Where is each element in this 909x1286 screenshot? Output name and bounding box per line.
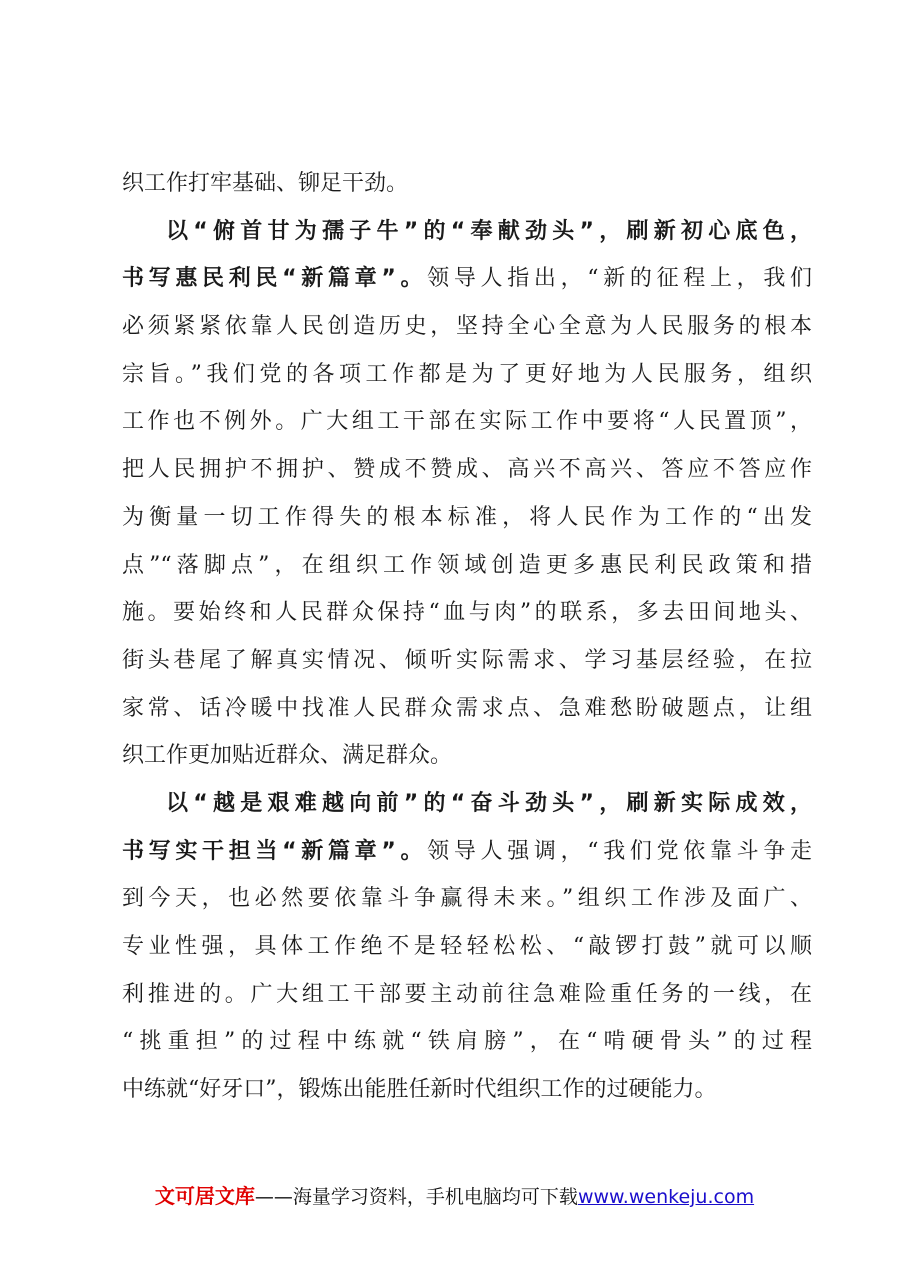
paragraph-line: 街头巷尾了解真实情况、倾听实际需求、学习基层经验，在拉 (122, 647, 812, 673)
section-heading: 以“俯首甘为孺子牛”的“奉献劲头”，刷新初心底色， (166, 218, 812, 244)
document-body (122, 160, 812, 1114)
footer-tagline: ——海量学习资料，手机电脑均可下载 (254, 1186, 578, 1208)
paragraph-line: 织工作打牢基础、铆足干劲。 (122, 171, 409, 196)
paragraph-line: 利推进的。广大组工干部要主动前往急难险重任务的一线，在 (122, 981, 812, 1007)
paragraph-text: 领导人强调，“我们党依靠斗争走 (427, 838, 812, 864)
paragraph-line (122, 255, 812, 303)
paragraph-line: 为衡量一切工作得失的根本标准，将人民作为工作的“出发 (122, 504, 812, 530)
paragraph-line (122, 828, 812, 876)
page-footer (0, 1180, 909, 1209)
paragraph-text: 领导人指出，“新的征程上，我们 (427, 266, 812, 292)
paragraph-line: 到今天，也必然要依靠斗争赢得未来。”组织工作涉及面广、 (122, 886, 812, 912)
paragraph-line: 宗旨。”我们党的各项工作都是为了更好地为人民服务，组织 (122, 361, 812, 387)
footer-brand: 文可居文库 (154, 1184, 255, 1208)
section-heading-tail: 书写实干担当“新篇章”。 (122, 838, 428, 864)
paragraph-line: 织工作更加贴近群众、满足群众。 (122, 743, 453, 769)
paragraph-line: 点”“落脚点”，在组织工作领域创造更多惠民利民政策和措 (122, 552, 812, 578)
paragraph-line: “挑重担”的过程中练就“铁肩膀”，在“啃硬骨头”的过程 (122, 1029, 812, 1055)
paragraph-line: 把人民拥护不拥护、赞成不赞成、高兴不高兴、答应不答应作 (122, 457, 812, 483)
paragraph-line: 施。要始终和人民群众保持“血与肉”的联系，多去田间地头、 (122, 600, 812, 626)
footer-link[interactable]: www.wenkeju.com (577, 1186, 755, 1208)
paragraph-line: 中练就“好牙口”，锻炼出能胜任新时代组织工作的过硬能力。 (122, 1077, 717, 1103)
paragraph-line: 专业性强，具体工作绝不是轻轻松松、“敲锣打鼓”就可以顺 (122, 934, 812, 959)
section-heading-tail: 书写惠民利民“新篇章”。 (122, 266, 428, 292)
section-heading: 以“越是艰难越向前”的“奋斗劲头”，刷新实际成效， (166, 790, 812, 816)
paragraph-line: 家常、话冷暖中找准人民群众需求点、急难愁盼破题点，让组 (122, 695, 812, 721)
paragraph-line: 必须紧紧依靠人民创造历史，坚持全心全意为人民服务的根本 (122, 314, 812, 340)
paragraph-line: 工作也不例外。广大组工干部在实际工作中要将“人民置顶”， (122, 409, 812, 435)
